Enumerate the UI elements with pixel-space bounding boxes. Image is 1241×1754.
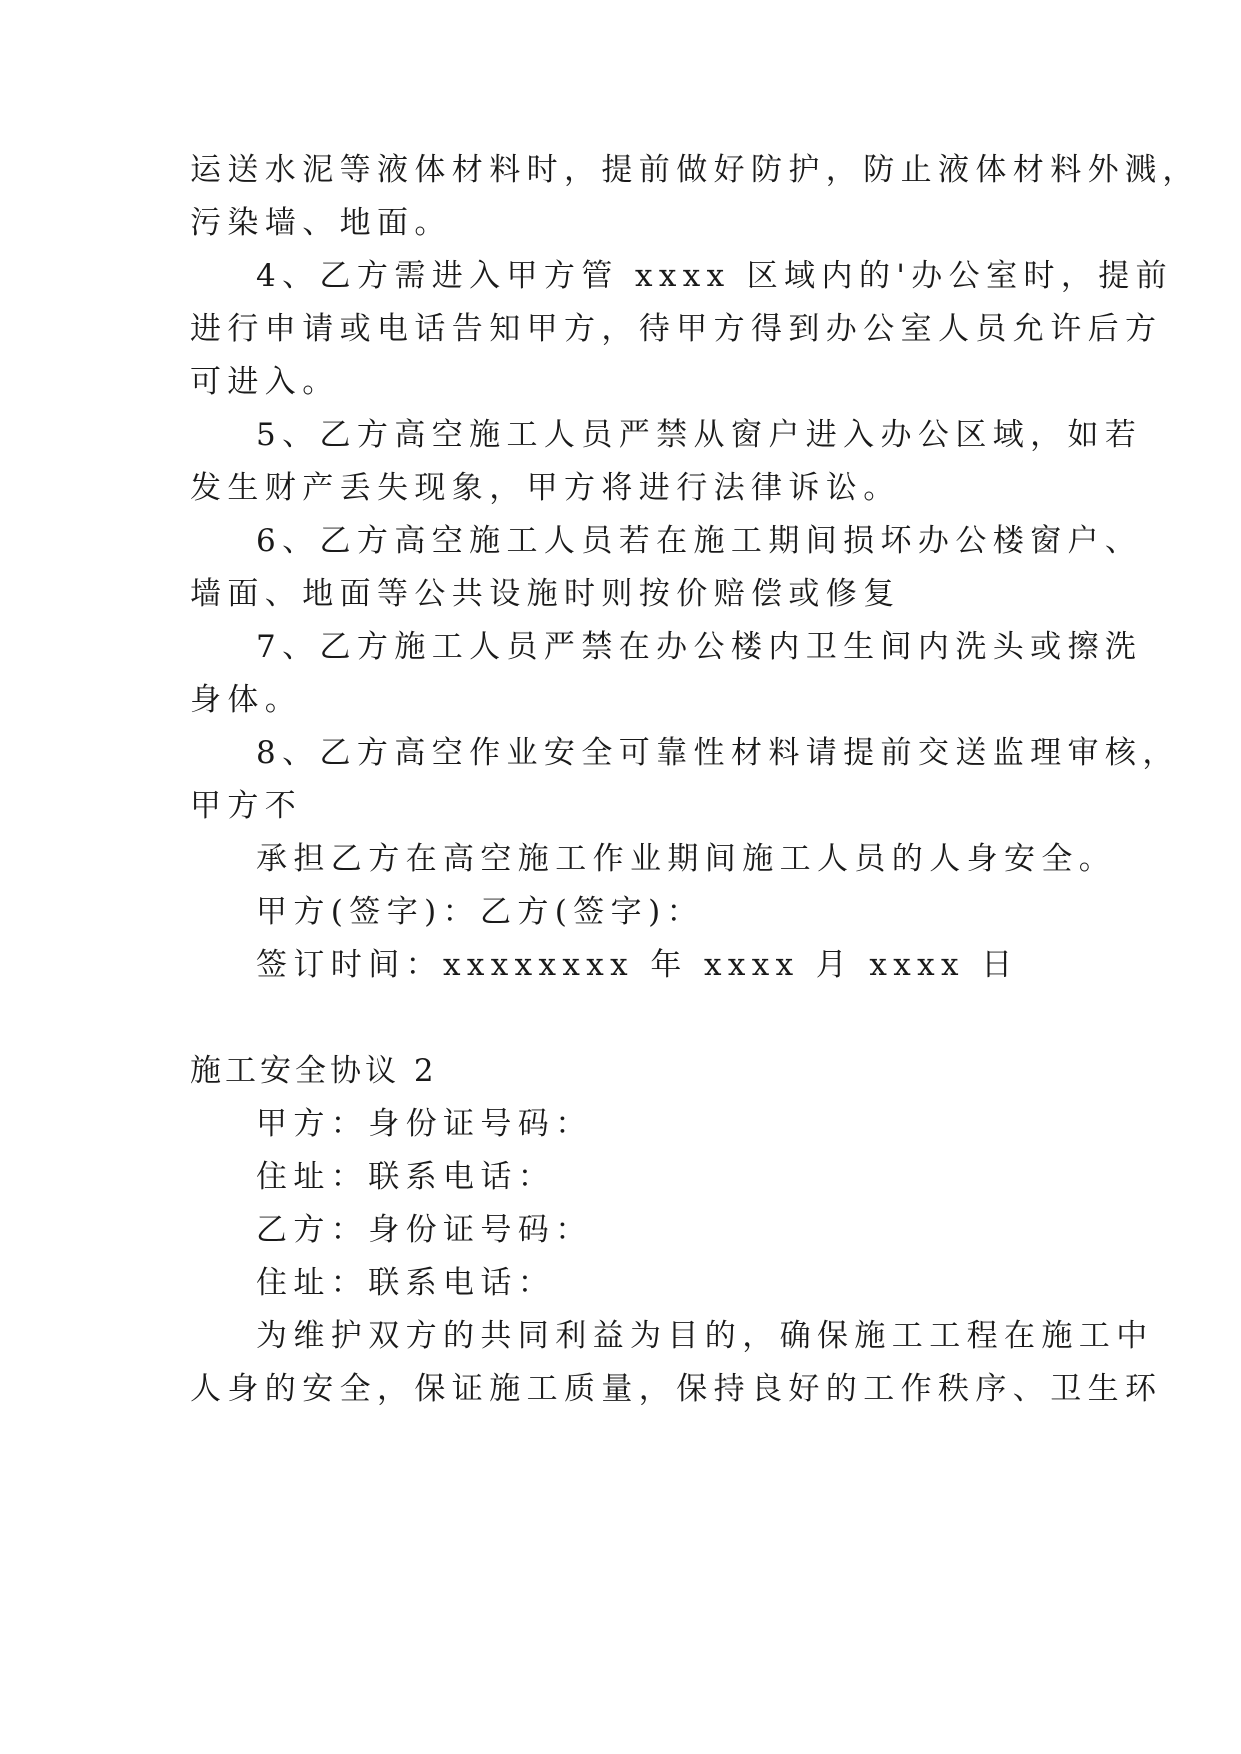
signature-line: 甲方(签字)：乙方(签字)：	[256, 894, 704, 930]
section-heading: 施工安全协议 2	[190, 1053, 438, 1089]
text-line: 人身的安全，保证施工质量，保持良好的工作秩序、卫生环	[190, 1371, 1163, 1407]
text-line-item-5: 5、乙方高空施工人员严禁从窗户进入办公区域，如若	[256, 417, 1143, 453]
party-a-id-line: 甲方：身份证号码：	[256, 1106, 593, 1142]
text-line: 甲方不	[190, 788, 303, 824]
party-a-address-line: 住址：联系电话：	[256, 1159, 556, 1195]
text-line: 可进入。	[190, 364, 340, 400]
text-line: 进行申请或电话告知甲方，待甲方得到办公室人员允许后方	[190, 311, 1163, 347]
text-line: 为维护双方的共同利益为目的，确保施工工程在施工中	[256, 1318, 1154, 1354]
text-line: 发生财产丢失现象，甲方将进行法律诉讼。	[190, 470, 901, 506]
text-line-item-4: 4、乙方需进入甲方管 xxxx 区域内的'办公室时，提前	[256, 258, 1174, 294]
party-b-address-line: 住址：联系电话：	[256, 1265, 556, 1301]
text-line-item-8: 8、乙方高空作业安全可靠性材料请提前交送监理审核，	[256, 735, 1180, 771]
text-line: 运送水泥等液体材料时，提前做好防护，防止液体材料外溅，	[190, 152, 1200, 188]
text-line-item-7: 7、乙方施工人员严禁在办公楼内卫生间内洗头或擦洗	[256, 629, 1143, 665]
text-line: 墙面、地面等公共设施时则按价赔偿或修复	[190, 576, 901, 612]
signing-date-line: 签订时间：xxxxxxxx 年 xxxx 月 xxxx 日	[256, 947, 1019, 983]
text-line: 身体。	[190, 682, 303, 718]
text-line: 污染墙、地面。	[190, 205, 452, 241]
text-line-item-6: 6、乙方高空施工人员若在施工期间损坏办公楼窗户、	[256, 523, 1143, 559]
party-b-id-line: 乙方：身份证号码：	[256, 1212, 593, 1248]
text-line: 承担乙方在高空施工作业期间施工人员的人身安全。	[256, 841, 1117, 877]
